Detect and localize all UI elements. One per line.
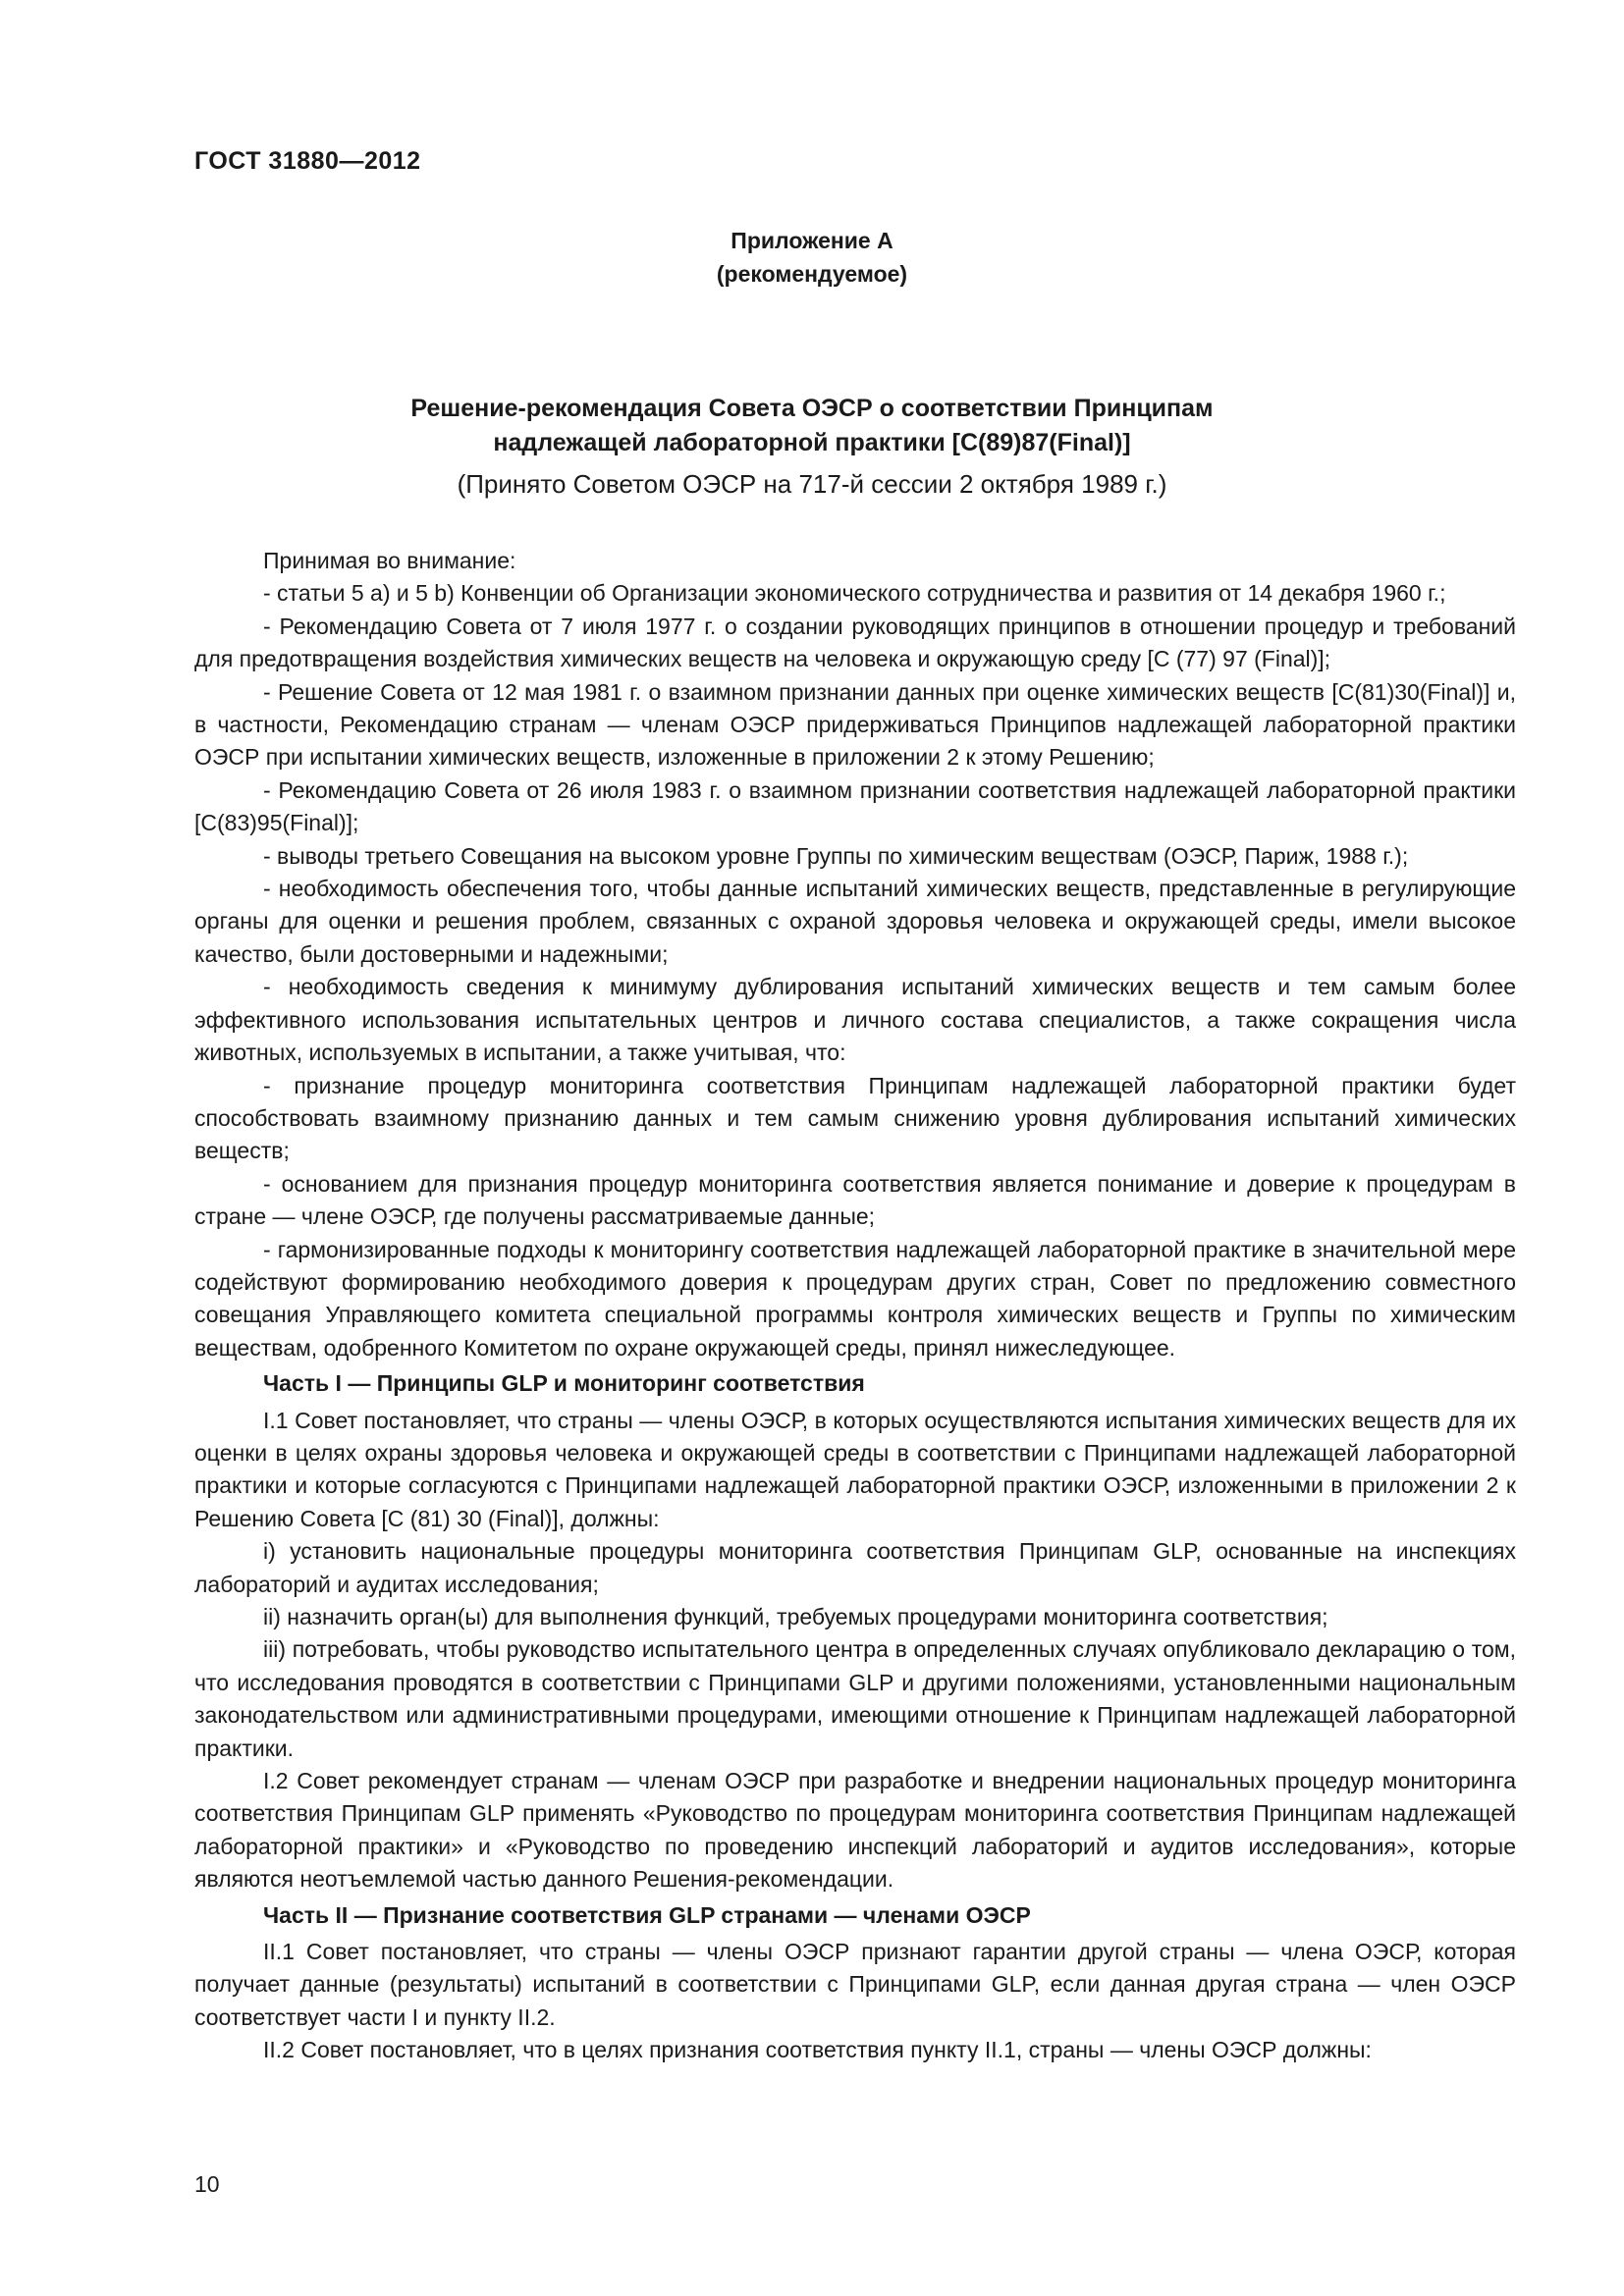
preamble-item: - Рекомендацию Совета от 26 июля 1983 г. о взаимном признании соответствия надлежащей лабораторной практики [С(83)95(Final)]; — [194, 776, 1516, 836]
decision-subtitle: (Принято Советом ОЭСР на 717-й сессии 2 октября 1989 г.) — [457, 469, 1167, 499]
part-1-paragraph: i) установить национальные процедуры мониторинга соответствия Принципам GLP, основанные на инспекциях лабораторий и аудитах исследования; — [194, 1538, 1516, 1597]
preamble-item: - необходимость обеспечения того, чтобы данные испытаний химических веществ, представленные в регулирующие органы для оценки и решения проблем, связанных с охраной здоровья человека и окружающей среды, имели высокое качество, были достоверными и надежными; — [194, 876, 1516, 967]
part-1-paragraph: iii) потребовать, чтобы руководство испытательного центра в определенных случаях опубликовало декларацию о том, что исследования проводятся в соответствии с Принципами GLP и другими положениями, установленными национальным законодательством или административными процедурами, имеющими отношение к Принципам надлежащей лабораторной практики. — [194, 1636, 1516, 1761]
preamble-item: - выводы третьего Совещания на высоком уровне Группы по химическим веществам (ОЭСР, Париж, 1988 г.); — [263, 842, 1409, 869]
preamble-item: - признание процедур мониторинга соответствия Принципам надлежащей лабораторной практики будет способствовать взаимному признанию данных и тем самым снижению уровня дублирования испытаний химических веществ; — [194, 1072, 1516, 1164]
preamble-item: - статьи 5 а) и 5 b) Конвенции об Организации экономического сотрудничества и развития от 14 декабря 1960 г.; — [263, 580, 1446, 607]
preamble-item: - Решение Совета от 12 мая 1981 г. о взаимном признании данных при оценке химических веществ [С(81)30(Final)] и, в частности, Рекомендацию странам — членам ОЭСР придерживаться Принципов надлежащей лабораторной практики ОЭСР при испытании химических веществ, изложенные в приложении 2 к этому Решению; — [194, 678, 1516, 771]
preamble-item: - Рекомендацию Совета от 7 июля 1977 г. о создании руководящих принципов в отношении процедур и требований для предотвращения воздействия химических веществ на человека и окружающую среду [С (77) 97 (Final)]; — [194, 613, 1516, 672]
annex-title: Приложение А — [731, 228, 893, 253]
part-2-heading: Часть II — Признание соответствия GLP странами — членами ОЭСР — [263, 1901, 1031, 1928]
page-number: 10 — [194, 2171, 220, 2197]
document-code: ГОСТ 31880—2012 — [194, 147, 421, 175]
part-1-heading: Часть I — Принципы GLP и мониторинг соответствия — [263, 1370, 865, 1397]
preamble-item: - основанием для признания процедур мониторинга соответствия является понимание и доверие к процедурам в стране — члене ОЭСР, где получены рассматриваемые данные; — [194, 1170, 1516, 1230]
decision-title-line-2: надлежащей лабораторной практики [С(89)87(Final)] — [493, 429, 1131, 456]
part-2-paragraph: II.2 Совет постановляет, что в целях признания соответствия пункту II.1, страны — члены ОЭСР должны: — [263, 2037, 1372, 2063]
part-1-paragraph: I.2 Совет рекомендует странам — членам ОЭСР при разработке и внедрении национальных процедур мониторинга соответствия Принципам GLP применять «Руководство по процедурам мониторинга соответствия Принципам надлежащей лабораторной практики» и «Руководство по проведению инспекций лабораторий и аудитов исследования», которые являются неотъемлемой частью данного Решения-рекомендации. — [194, 1768, 1516, 1893]
document-body — [194, 545, 1516, 2067]
part-1-paragraph: ii) назначить орган(ы) для выполнения функций, требуемых процедурами мониторинга соответствия; — [263, 1604, 1328, 1629]
preamble-intro: Принимая во внимание: — [263, 548, 516, 573]
preamble-item: - необходимость сведения к минимуму дублирования испытаний химических веществ и тем самым более эффективного использования испытательных центров и личного состава специалистов, а также сокращения числа животных, используемых в испытании, а также учитывая, что: — [194, 974, 1516, 1066]
part-1-paragraph: I.1 Совет постановляет, что страны — члены ОЭСР, в которых осуществляются испытания химических веществ для их оценки в целях охраны здоровья человека и окружающей среды в соответствии с Принципами надлежащей лабораторной практики и которые согласуются с Принципами надлежащей лабораторной практики ОЭСР, изложенными в приложении 2 к Решению Совета [С (81) 30 (Final)], должны: — [194, 1407, 1516, 1531]
annex-status: (рекомендуемое) — [716, 261, 908, 287]
decision-title-line-1: Решение-рекомендация Совета ОЭСР о соответствии Принципам — [410, 395, 1214, 422]
annex-heading — [0, 224, 1624, 291]
preamble-item: - гармонизированные подходы к мониторингу соответствия надлежащей лабораторной практике в значительной мере содействуют формированию необходимого доверия к процедурам других стран, Совет по предложению совместного совещания Управляющего комитета специальной программы контроля химических веществ и Группы по химическим веществам, одобренного Комитетом по охране окружающей среды, принял нижеследующее. — [194, 1236, 1516, 1361]
part-2-paragraph: II.1 Совет постановляет, что страны — члены ОЭСР признают гарантии другой страны — члена ОЭСР, которая получает данные (результаты) испытаний в соответствии с Принципами GLP, если данная другая страна — член ОЭСР соответствует части I и пункту II.2. — [194, 1939, 1516, 2030]
decision-title — [0, 392, 1624, 460]
